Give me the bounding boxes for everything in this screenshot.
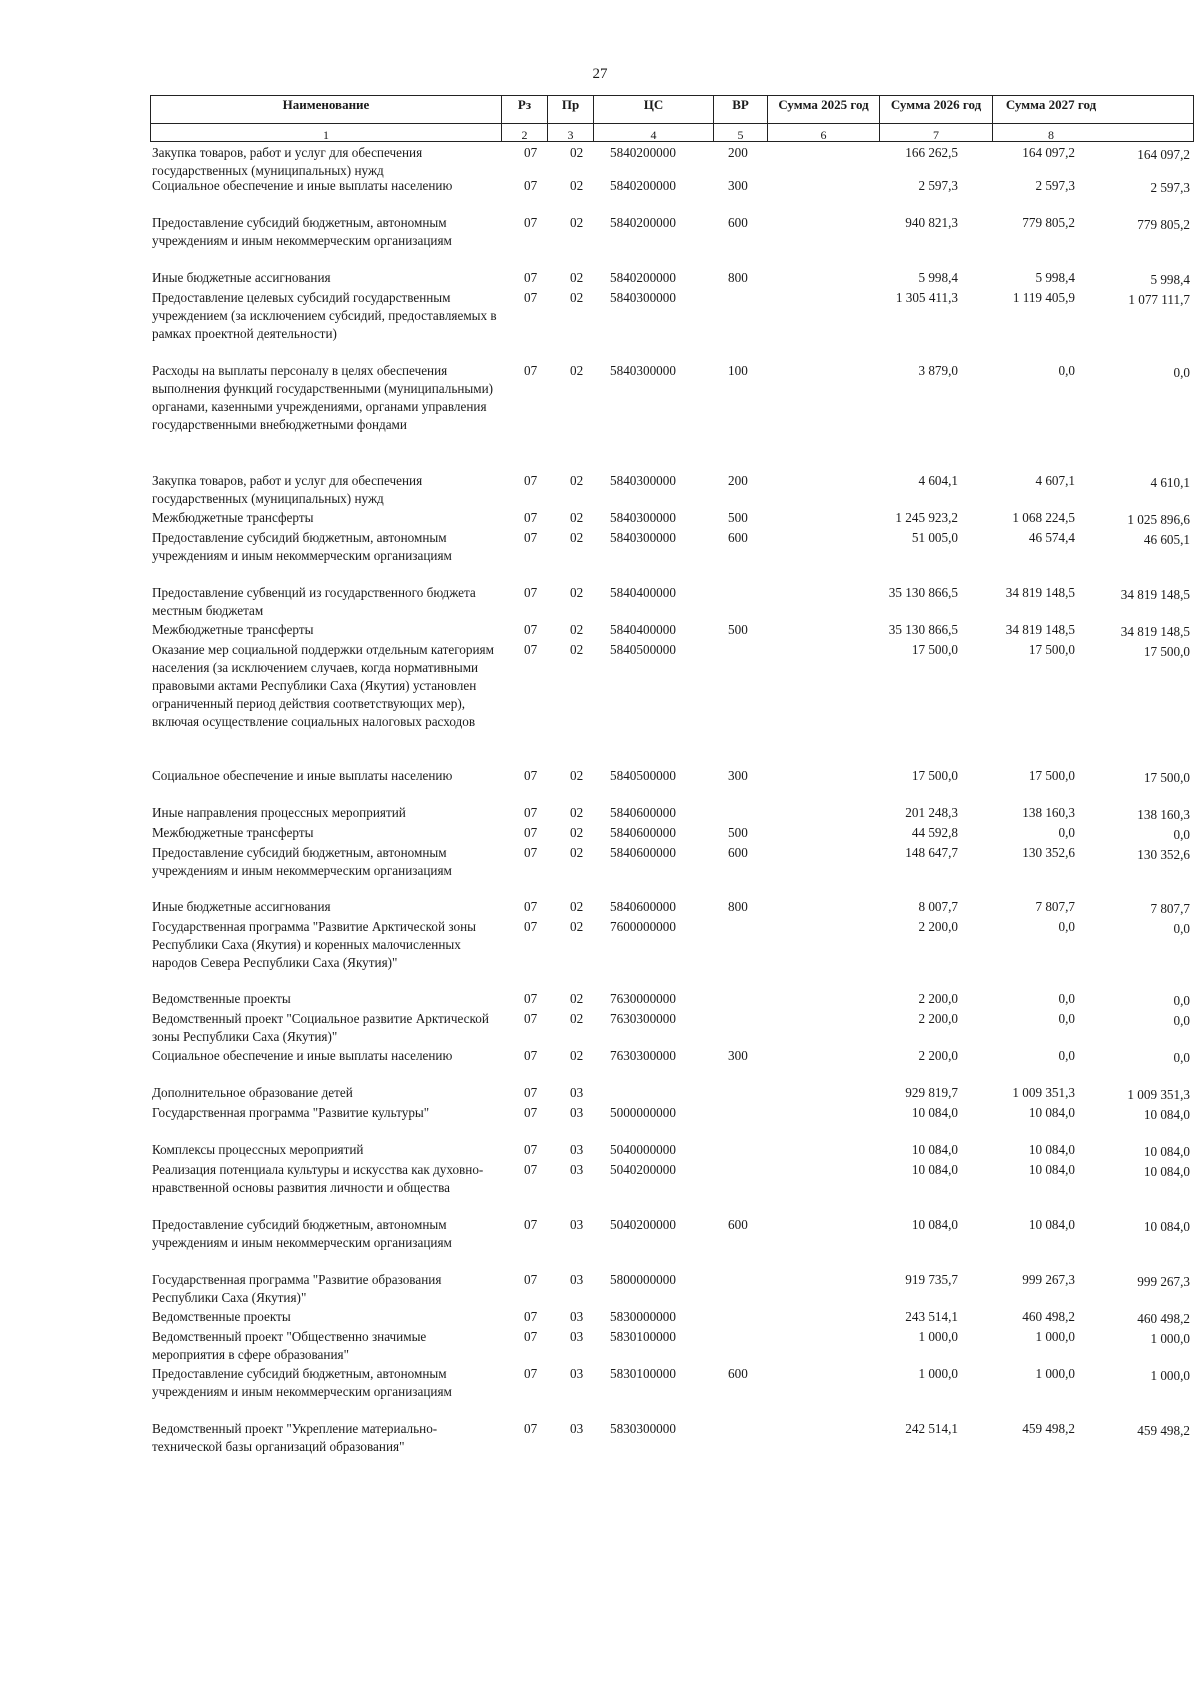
row-rz: 07	[524, 585, 538, 600]
row-sum-2026: 5 998,4	[1035, 270, 1075, 285]
row-sum-2026: 779 805,2	[1022, 215, 1075, 230]
header-name: Наименование	[151, 96, 502, 123]
row-name: Реализация потенциала культуры и искусства как духовно-нравственной основы развития личности и общества	[152, 1162, 484, 1195]
row-sum-2026: 10 084,0	[1028, 1217, 1075, 1232]
row-name: Комплексы процессных мероприятий	[152, 1142, 364, 1157]
row-sum-2027: 164 097,2	[1137, 147, 1190, 162]
row-rz: 07	[524, 510, 538, 525]
row-sum-2026: 138 160,3	[1022, 805, 1075, 820]
row-sum-2026: 0,0	[1058, 825, 1075, 840]
row-sum-2025: 243 514,1	[905, 1309, 958, 1324]
row-cs: 5840300000	[610, 473, 676, 488]
row-name: Социальное обеспечение и иные выплаты населению	[152, 768, 453, 783]
row-pr: 02	[570, 585, 584, 600]
row-name: Предоставление субсидий бюджетным, автономным учреждениям и иным некоммерческим организациям	[152, 1217, 452, 1250]
row-sum-2025: 8 007,7	[918, 899, 958, 914]
row-pr: 03	[570, 1217, 584, 1232]
header-pr: Пр	[548, 96, 594, 123]
row-cs: 5840300000	[610, 510, 676, 525]
row-cs: 5840200000	[610, 178, 676, 193]
row-sum-2025: 242 514,1	[905, 1421, 958, 1436]
row-cs: 5840600000	[610, 899, 676, 914]
row-vr: 800	[728, 270, 748, 285]
row-sum-2025: 17 500,0	[911, 642, 958, 657]
row-pr: 02	[570, 215, 584, 230]
row-sum-2026: 130 352,6	[1022, 845, 1075, 860]
row-pr: 02	[570, 270, 584, 285]
row-rz: 07	[524, 530, 538, 545]
row-rz: 07	[524, 363, 538, 378]
row-name: Дополнительное образование детей	[152, 1085, 353, 1100]
row-sum-2025: 2 200,0	[918, 1048, 958, 1063]
row-pr: 02	[570, 178, 584, 193]
row-sum-2025: 148 647,7	[905, 845, 958, 860]
row-pr: 02	[570, 768, 584, 783]
row-sum-2025: 2 200,0	[918, 1011, 958, 1026]
row-sum-2027: 138 160,3	[1137, 807, 1190, 822]
row-pr: 02	[570, 899, 584, 914]
row-vr: 600	[728, 215, 748, 230]
row-cs: 5840400000	[610, 585, 676, 600]
row-sum-2025: 919 735,7	[905, 1272, 958, 1287]
row-vr: 600	[728, 1366, 748, 1381]
row-sum-2027: 459 498,2	[1137, 1423, 1190, 1438]
row-rz: 07	[524, 768, 538, 783]
row-sum-2027: 46 605,1	[1143, 532, 1190, 547]
row-rz: 07	[524, 290, 538, 305]
row-sum-2025: 2 597,3	[918, 178, 958, 193]
row-sum-2026: 459 498,2	[1022, 1421, 1075, 1436]
row-sum-2027: 0,0	[1173, 921, 1190, 936]
row-pr: 02	[570, 145, 584, 160]
row-cs: 5840600000	[610, 845, 676, 860]
row-rz: 07	[524, 1309, 538, 1324]
row-sum-2025: 5 998,4	[918, 270, 958, 285]
row-name: Социальное обеспечение и иные выплаты населению	[152, 1048, 453, 1063]
row-cs: 5840200000	[610, 215, 676, 230]
row-cs: 5840300000	[610, 530, 676, 545]
row-rz: 07	[524, 1217, 538, 1232]
row-cs: 5830100000	[610, 1329, 676, 1344]
row-sum-2027: 1 000,0	[1150, 1368, 1190, 1383]
row-sum-2027: 34 819 148,5	[1120, 587, 1190, 602]
row-sum-2026: 7 807,7	[1035, 899, 1075, 914]
row-rz: 07	[524, 899, 538, 914]
row-pr: 02	[570, 363, 584, 378]
row-sum-2027: 17 500,0	[1143, 770, 1190, 785]
row-name: Предоставление субсидий бюджетным, автономным учреждениям и иным некоммерческим организациям	[152, 215, 452, 248]
row-sum-2027: 34 819 148,5	[1120, 624, 1190, 639]
row-name: Государственная программа "Развитие культуры"	[152, 1105, 430, 1120]
row-cs: 5040200000	[610, 1162, 676, 1177]
row-pr: 02	[570, 1011, 584, 1026]
row-name: Оказание мер социальной поддержки отдельным категориям населения (за исключением случаев, когда нормативными правовыми актами Республики Саха (Якутия) установлен ограниченный период действия соответствующих мер), включая осуществление социальных налоговых расходов	[152, 642, 494, 729]
row-sum-2027: 999 267,3	[1137, 1274, 1190, 1289]
row-sum-2027: 10 084,0	[1143, 1164, 1190, 1179]
row-sum-2027: 0,0	[1173, 1013, 1190, 1028]
row-sum-2025: 1 305 411,3	[895, 290, 958, 305]
row-sum-2025: 166 262,5	[905, 145, 958, 160]
row-rz: 07	[524, 1329, 538, 1344]
row-sum-2026: 0,0	[1058, 363, 1075, 378]
row-name: Социальное обеспечение и иные выплаты населению	[152, 178, 453, 193]
row-pr: 03	[570, 1366, 584, 1381]
row-name: Иные бюджетные ассигнования	[152, 899, 331, 914]
row-cs: 5840200000	[610, 270, 676, 285]
row-rz: 07	[524, 178, 538, 193]
row-sum-2026: 4 607,1	[1035, 473, 1075, 488]
row-sum-2025: 940 821,3	[905, 215, 958, 230]
row-name: Предоставление субсидий бюджетным, автономным учреждениям и иным некоммерческим организациям	[152, 1366, 452, 1399]
row-rz: 07	[524, 270, 538, 285]
row-rz: 07	[524, 642, 538, 657]
row-rz: 07	[524, 1366, 538, 1381]
row-sum-2027: 10 084,0	[1143, 1107, 1190, 1122]
row-sum-2026: 164 097,2	[1022, 145, 1075, 160]
row-sum-2027: 779 805,2	[1137, 217, 1190, 232]
row-sum-2026: 0,0	[1058, 1048, 1075, 1063]
row-sum-2025: 17 500,0	[911, 768, 958, 783]
row-sum-2025: 3 879,0	[918, 363, 958, 378]
row-cs: 5040000000	[610, 1142, 676, 1157]
row-sum-2027: 0,0	[1173, 827, 1190, 842]
row-name: Ведомственные проекты	[152, 991, 291, 1006]
row-vr: 300	[728, 768, 748, 783]
row-rz: 07	[524, 1048, 538, 1063]
row-sum-2026: 1 000,0	[1035, 1366, 1075, 1381]
header-num: 1	[151, 124, 502, 141]
row-cs: 7600000000	[610, 919, 676, 934]
row-sum-2025: 10 084,0	[911, 1105, 958, 1120]
row-cs: 7630000000	[610, 991, 676, 1006]
row-sum-2025: 10 084,0	[911, 1142, 958, 1157]
row-cs: 5830100000	[610, 1366, 676, 1381]
header-sum-2025: Сумма 2025 год	[768, 96, 880, 123]
header-num: 6	[768, 124, 880, 141]
row-sum-2026: 10 084,0	[1028, 1105, 1075, 1120]
header-num: 2	[502, 124, 548, 141]
row-pr: 02	[570, 530, 584, 545]
row-vr: 800	[728, 899, 748, 914]
row-cs: 5840300000	[610, 363, 676, 378]
row-pr: 02	[570, 473, 584, 488]
header-cs: ЦС	[594, 96, 714, 123]
row-sum-2027: 5 998,4	[1150, 272, 1190, 287]
row-sum-2025: 35 130 866,5	[888, 622, 958, 637]
row-sum-2026: 1 119 405,9	[1012, 290, 1075, 305]
row-pr: 02	[570, 825, 584, 840]
row-pr: 03	[570, 1329, 584, 1344]
row-rz: 07	[524, 145, 538, 160]
row-sum-2025: 2 200,0	[918, 991, 958, 1006]
row-cs: 5830000000	[610, 1309, 676, 1324]
row-rz: 07	[524, 622, 538, 637]
row-sum-2026: 1 009 351,3	[1012, 1085, 1075, 1100]
row-rz: 07	[524, 1142, 538, 1157]
row-pr: 03	[570, 1309, 584, 1324]
row-rz: 07	[524, 805, 538, 820]
row-pr: 02	[570, 805, 584, 820]
row-rz: 07	[524, 1105, 538, 1120]
header-num: 5	[714, 124, 768, 141]
row-rz: 07	[524, 845, 538, 860]
row-sum-2026: 17 500,0	[1028, 768, 1075, 783]
row-cs: 5840300000	[610, 290, 676, 305]
row-name: Предоставление субсидий бюджетным, автономным учреждениям и иным некоммерческим организациям	[152, 530, 452, 563]
row-pr: 02	[570, 642, 584, 657]
header-sum-2027: Сумма 2027 год	[1005, 97, 1097, 112]
row-vr: 600	[728, 1217, 748, 1232]
row-pr: 03	[570, 1105, 584, 1120]
row-sum-2026: 34 819 148,5	[1005, 585, 1075, 600]
row-name: Закупка товаров, работ и услуг для обеспечения государственных (муниципальных) нужд	[152, 473, 423, 506]
row-vr: 300	[728, 1048, 748, 1063]
header-numbers-row	[151, 123, 1193, 141]
row-sum-2025: 4 604,1	[918, 473, 958, 488]
row-rz: 07	[524, 473, 538, 488]
row-pr: 03	[570, 1142, 584, 1157]
row-name: Предоставление субсидий бюджетным, автономным учреждениям и иным некоммерческим организациям	[152, 845, 452, 878]
row-vr: 300	[728, 178, 748, 193]
row-pr: 02	[570, 991, 584, 1006]
row-sum-2027: 10 084,0	[1143, 1144, 1190, 1159]
row-sum-2026: 46 574,4	[1028, 530, 1075, 545]
row-name: Ведомственный проект "Укрепление материально-технической базы организаций образования"	[152, 1421, 438, 1454]
row-vr: 600	[728, 530, 748, 545]
row-sum-2026: 0,0	[1058, 1011, 1075, 1026]
row-cs: 5840200000	[610, 145, 676, 160]
row-vr: 600	[728, 845, 748, 860]
row-rz: 07	[524, 1162, 538, 1177]
row-sum-2025: 1 245 923,2	[895, 510, 958, 525]
row-cs: 5000000000	[610, 1105, 676, 1120]
row-pr: 03	[570, 1272, 584, 1287]
row-sum-2025: 2 200,0	[918, 919, 958, 934]
row-name: Государственная программа "Развитие образования Республики Саха (Якутия)"	[152, 1272, 442, 1305]
row-sum-2026: 10 084,0	[1028, 1142, 1075, 1157]
row-pr: 03	[570, 1162, 584, 1177]
row-sum-2027: 0,0	[1173, 1050, 1190, 1065]
header-rz: Рз	[502, 96, 548, 123]
row-name: Ведомственный проект "Социальное развитие Арктической зоны Республики Саха (Якутия)"	[152, 1011, 489, 1044]
row-sum-2027: 130 352,6	[1137, 847, 1190, 862]
row-sum-2025: 35 130 866,5	[888, 585, 958, 600]
header-num: 4	[594, 124, 714, 141]
row-sum-2025: 1 000,0	[918, 1329, 958, 1344]
table-header	[150, 95, 1194, 142]
header-sum-2026: Сумма 2026 год	[880, 96, 993, 123]
row-vr: 200	[728, 473, 748, 488]
row-name: Государственная программа "Развитие Арктической зоны Республики Саха (Якутия) и коренных малочисленных народов Севера Республики Саха (Якутия)"	[152, 919, 476, 970]
header-num: 7	[880, 124, 993, 141]
row-sum-2027: 17 500,0	[1143, 644, 1190, 659]
row-pr: 03	[570, 1085, 584, 1100]
row-sum-2027: 1 077 111,7	[1128, 292, 1190, 307]
row-rz: 07	[524, 1272, 538, 1287]
row-rz: 07	[524, 825, 538, 840]
row-name: Межбюджетные трансферты	[152, 510, 314, 525]
row-name: Межбюджетные трансферты	[152, 622, 314, 637]
row-pr: 02	[570, 1048, 584, 1063]
row-pr: 03	[570, 1421, 584, 1436]
row-sum-2025: 1 000,0	[918, 1366, 958, 1381]
row-pr: 02	[570, 622, 584, 637]
row-cs: 7630300000	[610, 1048, 676, 1063]
row-sum-2026: 2 597,3	[1035, 178, 1075, 193]
row-rz: 07	[524, 991, 538, 1006]
row-cs: 5840600000	[610, 825, 676, 840]
header-num: 8	[1048, 128, 1054, 141]
row-rz: 07	[524, 1085, 538, 1100]
row-name: Предоставление целевых субсидий государственным учреждением (за исключением субсидий, предоставляемых в рамках проектной деятельности)	[152, 290, 497, 341]
row-rz: 07	[524, 1421, 538, 1436]
page-number: 27	[592, 66, 608, 82]
row-cs: 5800000000	[610, 1272, 676, 1287]
row-sum-2026: 1 000,0	[1035, 1329, 1075, 1344]
row-sum-2026: 0,0	[1058, 919, 1075, 934]
row-sum-2027: 0,0	[1173, 365, 1190, 380]
row-vr: 500	[728, 622, 748, 637]
row-pr: 02	[570, 919, 584, 934]
row-vr: 200	[728, 145, 748, 160]
row-cs: 5840500000	[610, 642, 676, 657]
row-sum-2027: 4 610,1	[1150, 475, 1190, 490]
row-vr: 500	[728, 825, 748, 840]
row-sum-2026: 999 267,3	[1022, 1272, 1075, 1287]
row-name: Предоставление субвенций из государственного бюджета местным бюджетам	[152, 585, 476, 618]
row-sum-2026: 0,0	[1058, 991, 1075, 1006]
row-sum-2025: 929 819,7	[905, 1085, 958, 1100]
row-name: Расходы на выплаты персоналу в целях обеспечения выполнения функций государственными (муниципальными) органами, казенными учреждениями, органами управления государственными внебюджетными фондами	[152, 363, 494, 432]
row-sum-2027: 1 000,0	[1150, 1331, 1190, 1346]
row-sum-2027: 2 597,3	[1150, 180, 1190, 195]
row-pr: 02	[570, 845, 584, 860]
row-cs: 5040200000	[610, 1217, 676, 1232]
row-pr: 02	[570, 510, 584, 525]
row-sum-2027: 7 807,7	[1150, 901, 1190, 916]
row-rz: 07	[524, 1011, 538, 1026]
row-sum-2027: 1 025 896,6	[1127, 512, 1190, 527]
row-cs: 5840500000	[610, 768, 676, 783]
row-name: Ведомственные проекты	[152, 1309, 291, 1324]
row-name: Иные направления процессных мероприятий	[152, 805, 406, 820]
header-num: 3	[548, 124, 594, 141]
row-sum-2025: 51 005,0	[911, 530, 958, 545]
row-cs: 5840600000	[610, 805, 676, 820]
row-sum-2026: 34 819 148,5	[1005, 622, 1075, 637]
row-sum-2026: 17 500,0	[1028, 642, 1075, 657]
row-sum-2027: 10 084,0	[1143, 1219, 1190, 1234]
row-sum-2026: 1 068 224,5	[1012, 510, 1075, 525]
row-cs: 7630300000	[610, 1011, 676, 1026]
row-cs: 5830300000	[610, 1421, 676, 1436]
row-name: Иные бюджетные ассигнования	[152, 270, 331, 285]
row-cs: 5840400000	[610, 622, 676, 637]
header-vr: ВР	[714, 96, 768, 123]
row-pr: 02	[570, 290, 584, 305]
row-sum-2025: 201 248,3	[905, 805, 958, 820]
row-sum-2025: 44 592,8	[911, 825, 958, 840]
row-sum-2027: 460 498,2	[1137, 1311, 1190, 1326]
row-rz: 07	[524, 919, 538, 934]
row-vr: 100	[728, 363, 748, 378]
row-sum-2025: 10 084,0	[911, 1162, 958, 1177]
row-rz: 07	[524, 215, 538, 230]
row-sum-2025: 10 084,0	[911, 1217, 958, 1232]
row-name: Закупка товаров, работ и услуг для обеспечения государственных (муниципальных) нужд	[152, 145, 423, 178]
header-names-row	[151, 96, 1193, 123]
row-vr: 500	[728, 510, 748, 525]
row-sum-2026: 10 084,0	[1028, 1162, 1075, 1177]
row-sum-2027: 0,0	[1173, 993, 1190, 1008]
row-sum-2027: 1 009 351,3	[1127, 1087, 1190, 1102]
row-name: Межбюджетные трансферты	[152, 825, 314, 840]
row-sum-2026: 460 498,2	[1022, 1309, 1075, 1324]
row-name: Ведомственный проект "Общественно значимые мероприятия в сфере образования"	[152, 1329, 427, 1362]
